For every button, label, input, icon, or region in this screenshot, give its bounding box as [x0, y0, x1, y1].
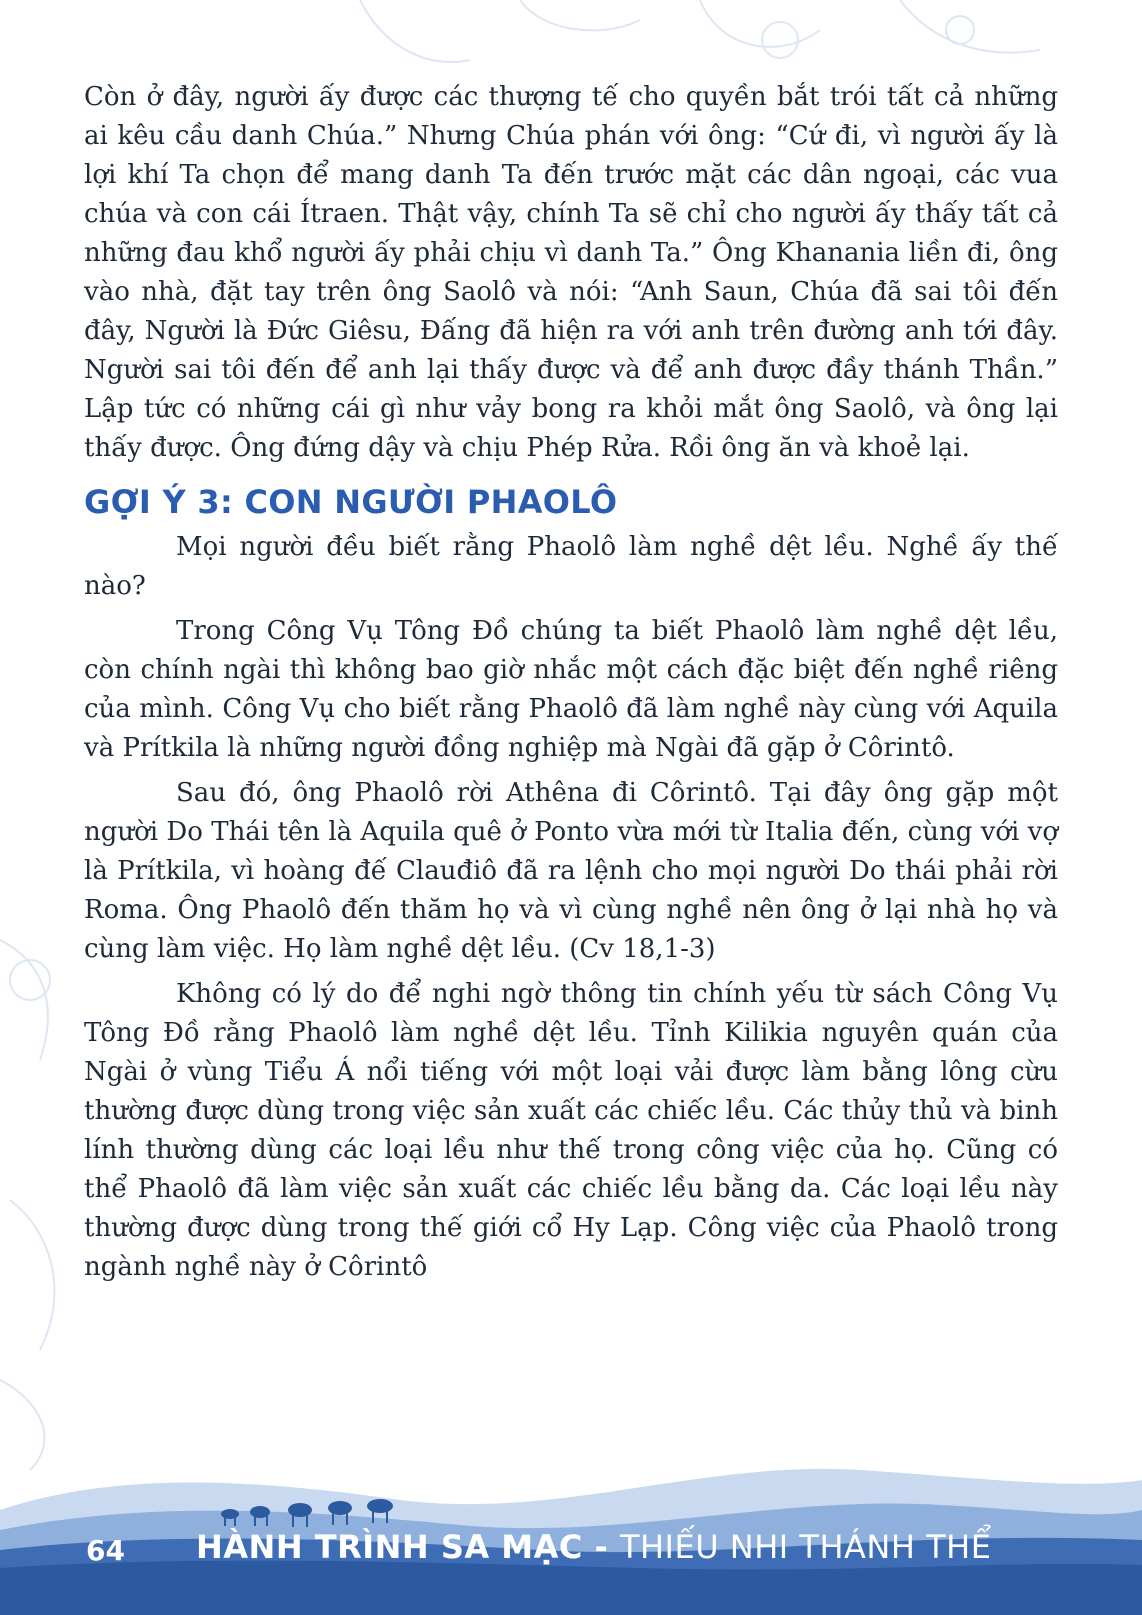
book-title [196, 1528, 991, 1566]
page-content [84, 78, 1058, 1287]
body-paragraph: Mọi người đều biết rằng Phaolô làm nghề dệt lều. Nghề ấy thế nào? [84, 532, 1058, 601]
page-footer [0, 1518, 1142, 1578]
body-paragraph: Không có lý do để nghi ngờ thông tin chính yếu từ sách Công Vụ Tông Đồ rằng Phaolô làm nghề dệt lều. Tỉnh Kilikia nguyên quán của Ngài ở vùng Tiểu Á nổi tiếng với một loại vải được làm bằng lông cừu thường được dùng trong việc sản xuất các chiếc lều. Các thủy thủ và binh lính thường dùng các loại lều như thế trong công việc của họ. Cũng có thể Phaolô đã làm việc sản xuất các chiếc lều bằng da. Các loại lều này thường được dùng trong thế giới cổ Hy Lạp. Công việc của Phaolô trong ngành nghề này ở Côrintô [84, 979, 1058, 1282]
book-title-main: HÀNH TRÌNH SA MẠC [196, 1528, 583, 1566]
body-paragraph: Trong Công Vụ Tông Đồ chúng ta biết Phaolô làm nghề dệt lều, còn chính ngài thì không bao giờ nhắc một cách đặc biệt đến nghề riêng của mình. Công Vụ cho biết rằng Phaolô đã làm nghề này cùng với Aquila và Prítkila là những người đồng nghiệp mà Ngài đã gặp ở Côrintô. [84, 616, 1058, 763]
body-paragraph-continued: Còn ở đây, người ấy được các thượng tế cho quyền bắt trói tất cả những ai kêu cầu danh Chúa.” Nhưng Chúa phán với ông: “Cứ đi, vì người ấy là lợi khí Ta chọn để mang danh Ta đến trước mặt các dân ngoại, các vua chúa và con cái Ítraen. Thật vậy, chính Ta sẽ chỉ cho người ấy thấy tất cả những đau khổ người ấy phải chịu vì danh Ta.” Ông Khanania liền đi, ông vào nhà, đặt tay trên ông Saolô và nói: “Anh Saun, Chúa đã sai tôi đến đây, Người là Đức Giêsu, Đấng đã hiện ra với anh trên đường anh tới đây. Người sai tôi đến để anh lại thấy được và để anh được đầy thánh Thần.” Lập tức có những cái gì như vảy bong ra khỏi mắt ông Saolô, và ông lại thấy được. Ông đứng dậy và chịu Phép Rửa. Rồi ông ăn và khoẻ lại. [84, 82, 1058, 463]
book-title-sub: THIẾU NHI THÁNH THỂ [619, 1528, 992, 1566]
body-paragraph: Sau đó, ông Phaolô rời Athêna đi Côrintô. Tại đây ông gặp một người Do Thái tên là Aquila quê ở Ponto vừa mới từ Italia đến, cùng với vợ là Prítkila, vì hoàng đế Clauđiô đã ra lệnh cho mọi người Do thái phải rời Roma. Ông Phaolô đến thăm họ và vì cùng nghề nên ông ở lại nhà họ và cùng làm việc. Họ làm nghề dệt lều. (Cv 18,1-3) [84, 778, 1058, 964]
section-heading: GỢI Ý 3: CON NGƯỜI PHAOLÔ [84, 483, 618, 521]
book-title-separator: - [582, 1528, 620, 1566]
page-number: 64 [86, 1534, 125, 1567]
